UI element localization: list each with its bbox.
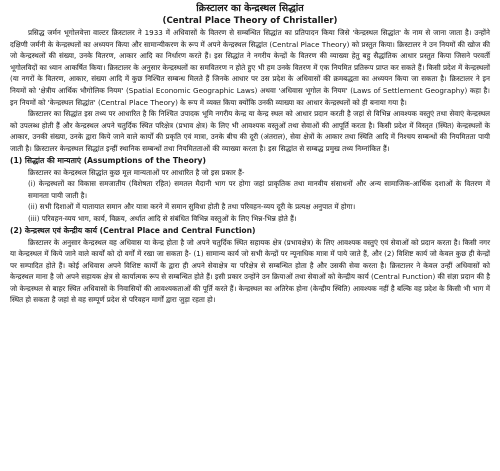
assumptions-intro: क्रिस्टालर का केन्द्रस्थल सिद्धांत कुछ मूल मान्यताओं पर आधारित है जो इस प्रकार हैं-	[28, 167, 245, 177]
functions-heading: (2) केन्द्रस्थल एवं केन्द्रीय कार्य (Central Place and Central Function)	[10, 225, 256, 235]
document-title: क्रिस्टालर का केन्द्रस्थल सिद्धांत	[196, 3, 304, 14]
functions-paragraph: क्रिस्टालर के अनुसार केन्द्रस्थल वह अधिवास या केन्द्र होता है जो अपने चतुर्दिक स्थित सहायक क्षेत्र (प्रभावक्षेत्र) के लिए आवश्यक वस्तुएं एवं सेवाओं को प्रदान करता है। किसी नगर या केन्द्रस्थल में किये जाने वाले कार्यों को दो वर्गों में रखा जा सकता है- (1) सामान्य कार्य जो सभी केन्द्रों पर न्यूनाधिक मात्रा में पाये जाते हैं, और (2) विशिष्ट कार्य जो केवल कुछ ही केन्द्रों पर सम्पादित होते हैं। कोई अधिवास अपने विशिष्ट कार्यों के द्वारा ही अपने सेवाक्षेत्र या परिक्षेत्र से सम्बन्धित होता है और उसकी सेवा करता है। क्रिस्टालर ने केवल उन्हीं अधिवासों को केन्द्रस्थल माना है जो अपने सहायक क्षेत्र से कार्यात्मक रूप से सम्बन्धित होते हैं। इसी प्रकार उन्होंने उन क्रियाओं तथा सेवाओं को केन्द्रीय कार्य (Central Function) की संज्ञा प्रदान की है जो केन्द्रस्थल से बाहर स्थित अधिवासों के निवासियों की आवश्यकताओं की पूर्ति करते हैं। केन्द्रस्थल का अतिरेक होना (केन्द्रीय स्थिति) आवश्यक नहीं है बल्कि वह प्रदेश के किसी भी भाग में स्थित हो सकता है जहां से वह सम्पूर्ण प्रदेश से परिवहन मार्गों द्वारा जुड़ा रहता हो।	[10, 237, 490, 305]
assumption-item-3: (iii) परिवहन-व्यय भाग, कार्य, विक्रय, अर्थात आदि से संबंधित विभिन्न वस्तुओं के लिए भिन्न-भिन्न होते हैं।	[28, 213, 297, 223]
assumption-item-2: (ii) सभी दिशाओं में यातायात समान और यात्रा करने में समान सुविधा होती है तथा परिवहन-व्यय दूरी के प्रत्यक्ष अनुपात में होगा।	[28, 202, 356, 212]
assumptions-heading: (1) सिद्धांत की मान्यताएं (Assumptions of the Theory)	[10, 155, 206, 165]
assumption-item-1: (i) केन्द्रस्थलों का विकास समजातीय (विशेषता रहित) समतल मैदानी भाग पर होगा जहां प्राकृतिक तथा मानवीय संसाधनों और अन्य सामाजिक-आर्थिक दशाओं के वितरण में समानता पायी जाती है।	[28, 179, 490, 200]
intro-paragraph-1: प्रसिद्ध जर्मन भूगोलवेत्ता वाल्टर क्रिस्टालर ने 1933 में अधिवासों के वितरण से सम्बन्धित सिद्धांत का प्रतिपादन किया जिसे 'केन्द्रस्थल सिद्धांत' के नाम से जाना जाता है। उन्होंने दक्षिणी जर्मनी के केन्द्रस्थलों का अध्ययन किया और सामान्यीकरण के रूप में अपने केन्द्रस्थल सिद्धांत (Central Place Theory) को प्रस्तुत किया। क्रिस्टालर ने उन नियमों की खोज की जो केन्द्रस्थलों की संख्या, उनके वितरण, आकार आदि का निर्धारण करते हैं। इस सिद्धांत ने नगरीय केन्द्रों के वितरण की व्याख्या हेतु बहु सैद्धांतिक आधार प्रस्तुत किया जिसने परवर्ती भूगोलविदों का ध्यान आकर्षित किया। क्रिस्टालर के अनुसार केन्द्रस्थलों का समवितरण न होते हुए भी हम उनके वितरण में एक नियमित प्रतिरूप प्राप्त कर सकते हैं। किसी प्रदेश में केन्द्रस्थलों (या नगरों के वितरण, आकार, संख्या आदि में कुछ निश्चित सम्बन्ध मिलते हैं जिनके आधार पर उस प्रदेश के अधिवासों की क्रमबद्धता का अध्ययन किया जा सकता है। क्रिस्टालर ने इन नियमों को 'क्षेत्रीय आर्थिक भौगोलिक नियम' (Spatial Economic Geographic Laws) अथवा 'अधिवास भूगोल के नियम' (Laws of Settlement Geography) कहा है। इन नियमों को 'केन्द्रस्थल सिद्धांत' (Central Place Theory) के रूप में व्यक्त किया क्योंकि उनकी व्याख्या का आधार केन्द्रस्थलों को ही बनाया गया है।	[10, 28, 490, 107]
document-subtitle: (Central Place Theory of Christaller)	[162, 16, 338, 26]
intro-paragraph-2: क्रिस्टालर का सिद्धांत इस तथ्य पर आधारित है कि निश्चित उपादक भूमि नगरीय केन्द्र या केन्द्र स्थल को आधार प्रदान करती है जहां से विभिन्न आवश्यक वस्तुएं तथा सेवाएं केन्द्रस्थल को उपलब्ध होती हैं और केन्द्रस्थल अपने चतुर्दिक स्थित परिक्षेत्र (प्रभाव क्षेत्र) के लिए भी आवश्यक वस्तुओं तथा सेवाओं की आपूर्ति करता है। किसी प्रदेश में विस्तृत (स्थित) केन्द्रस्थलों के आकार, उनकी संख्या, उनके द्वारा किये जाने वाले कार्यों की प्रकृति एवं मात्रा, उनके बीच की दूरी (अंतराल), सेवा क्षेत्रों के आकार तथा स्थिति आदि में निश्चय सम्बन्धों की नियमितता पायी जाती है। क्रिस्टालर केन्द्रस्थल सिद्धांत इन्हीं स्थानिक सम्बन्धों तथा नियमितताओं की व्याख्या करता है। इस सिद्धांत से सम्बद्ध प्रमुख तथ्य निम्नांकित हैं।	[10, 109, 490, 153]
